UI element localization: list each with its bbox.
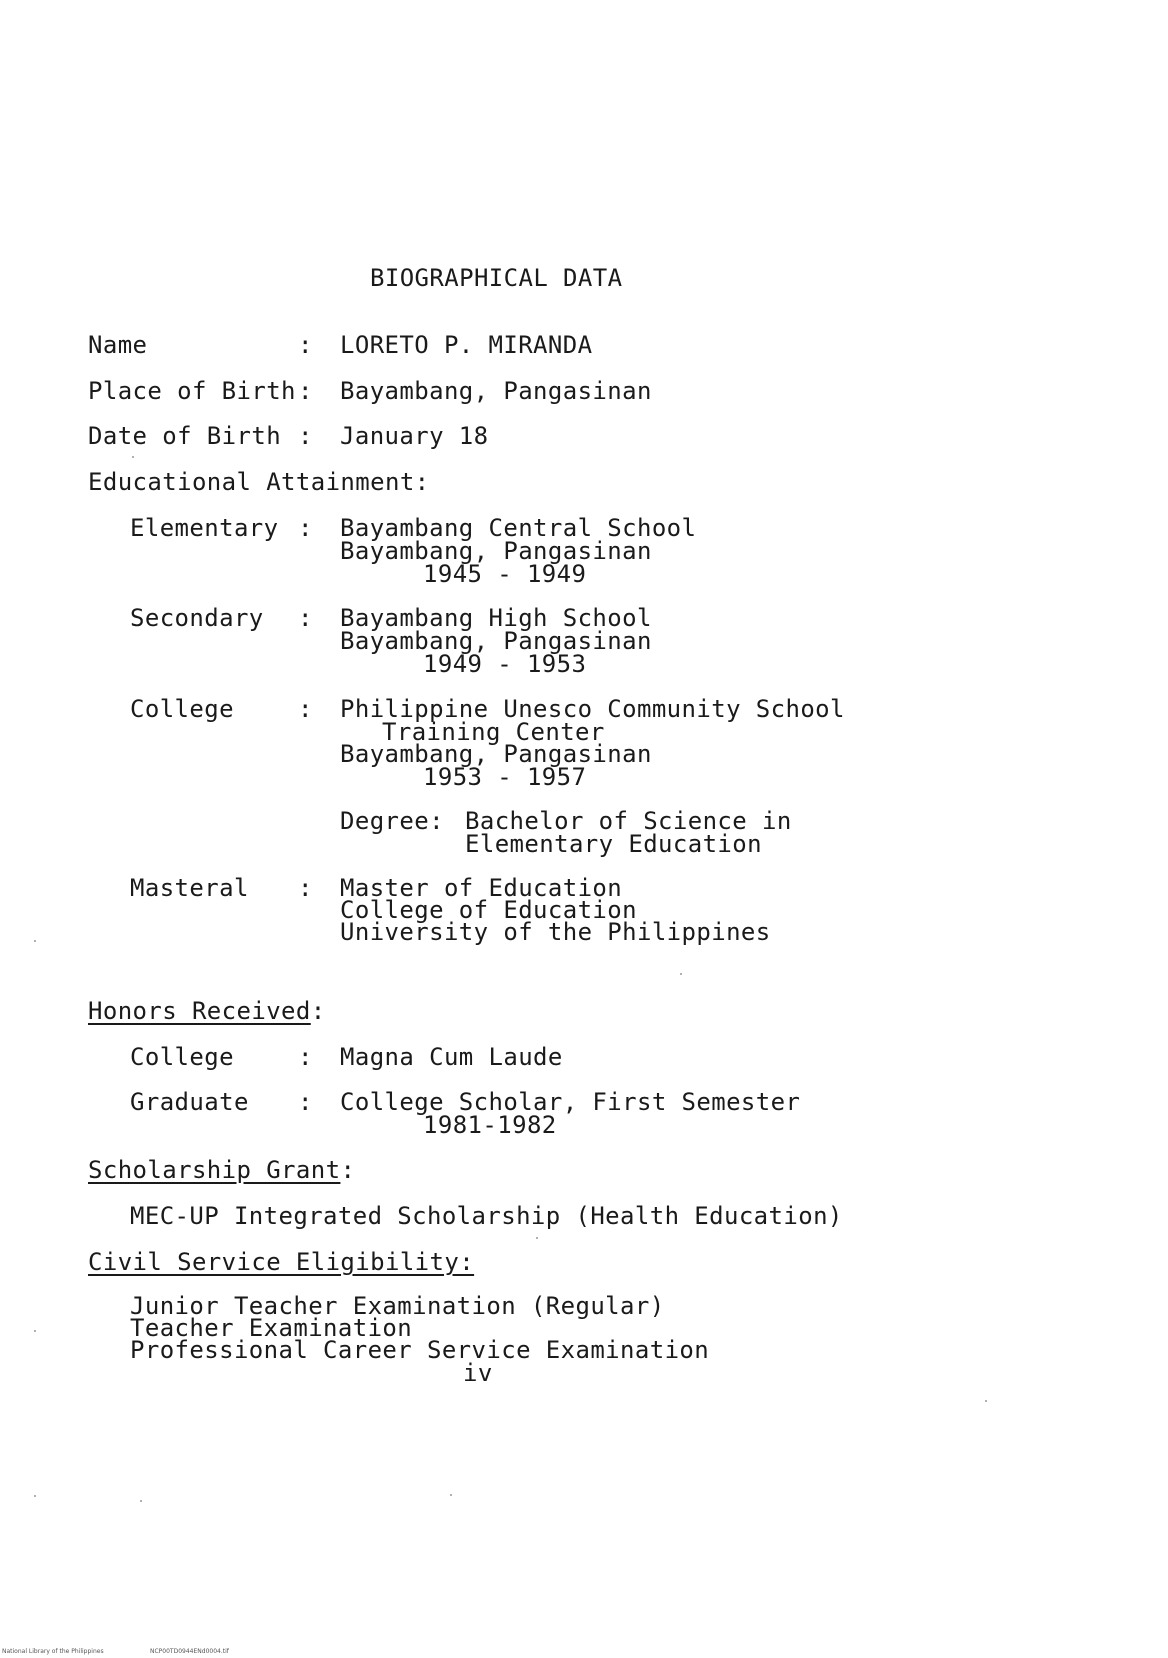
honors-graduate-colon: : xyxy=(298,1088,313,1116)
secondary-location: Bayambang, Pangasinan xyxy=(340,627,652,655)
scan-speck xyxy=(34,1330,36,1332)
scan-speck xyxy=(140,1500,142,1502)
scan-speck xyxy=(132,456,134,458)
scholarship-heading-colon: : xyxy=(340,1156,356,1184)
place-of-birth-label: Place of Birth xyxy=(88,377,296,405)
elementary-location: Bayambang, Pangasinan xyxy=(340,537,652,565)
scan-speck xyxy=(680,973,682,975)
college-location: Bayambang, Pangasinan xyxy=(340,740,652,768)
honors-college-label: College xyxy=(130,1043,234,1071)
honors-graduate-label: Graduate xyxy=(130,1088,249,1116)
masteral-degree: Master of Education xyxy=(340,874,623,902)
masteral-colon: : xyxy=(298,874,313,902)
degree-label: Degree: xyxy=(340,807,444,835)
date-of-birth-colon: : xyxy=(298,422,313,450)
page-title: BIOGRAPHICAL DATA xyxy=(370,264,623,292)
honors-heading xyxy=(88,999,326,1023)
scan-speck xyxy=(34,1495,36,1497)
honors-college-value: Magna Cum Laude xyxy=(340,1043,563,1071)
secondary-label: Secondary xyxy=(130,604,264,632)
degree-value: Bachelor of Science in xyxy=(465,807,792,835)
degree-value-cont: Elementary Education xyxy=(465,830,762,858)
scan-speck xyxy=(985,1400,987,1402)
honors-graduate-value: College Scholar, First Semester xyxy=(340,1088,801,1116)
college-school-cont: Training Center xyxy=(382,718,605,746)
secondary-colon: : xyxy=(298,604,313,632)
secondary-school: Bayambang High School xyxy=(340,604,652,632)
masteral-university: University of the Philippines xyxy=(340,918,771,946)
scholarship-heading-text: Scholarship Grant xyxy=(88,1156,341,1184)
honors-graduate-years: 1981-1982 xyxy=(423,1111,557,1139)
date-of-birth-value: January 18 xyxy=(340,422,489,450)
place-of-birth-colon: : xyxy=(298,377,313,405)
name-value: LORETO P. MIRANDA xyxy=(340,331,593,359)
scan-speck xyxy=(34,940,36,942)
footer-library: National Library of the Philippines xyxy=(2,1648,104,1655)
honors-college-colon: : xyxy=(298,1043,313,1071)
civil-service-item: Teacher Examination xyxy=(130,1314,413,1342)
honors-heading-text: Honors Received xyxy=(88,997,311,1025)
scholarship-value: MEC-UP Integrated Scholarship (Health Education) xyxy=(130,1202,843,1230)
college-years: 1953 - 1957 xyxy=(423,763,587,791)
education-heading: Educational Attainment: xyxy=(88,468,430,496)
place-of-birth-value: Bayambang, Pangasinan xyxy=(340,377,652,405)
elementary-label: Elementary xyxy=(130,514,279,542)
name-colon: : xyxy=(298,331,313,359)
elementary-colon: : xyxy=(298,514,313,542)
scan-speck xyxy=(450,1494,452,1496)
masteral-label: Masteral xyxy=(130,874,249,902)
college-label: College xyxy=(130,695,234,723)
civil-service-item: Professional Career Service Examination xyxy=(130,1336,710,1364)
college-colon: : xyxy=(298,695,313,723)
college-school: Philippine Unesco Community School xyxy=(340,695,845,723)
scan-speck xyxy=(536,1237,538,1239)
honors-heading-colon: : xyxy=(310,997,326,1025)
civil-service-item: Junior Teacher Examination (Regular) xyxy=(130,1292,665,1320)
footer-file: NCP00TD0944ENd0004.tif xyxy=(150,1648,229,1655)
elementary-years: 1945 - 1949 xyxy=(423,560,587,588)
name-label: Name xyxy=(88,331,148,359)
scholarship-heading xyxy=(88,1158,355,1182)
secondary-years: 1949 - 1953 xyxy=(423,650,587,678)
civil-service-heading: Civil Service Eligibility: xyxy=(88,1248,475,1276)
date-of-birth-label: Date of Birth xyxy=(88,422,282,450)
page-number: iv xyxy=(463,1359,493,1387)
masteral-college: College of Education xyxy=(340,896,637,924)
elementary-school: Bayambang Central School xyxy=(340,514,697,542)
